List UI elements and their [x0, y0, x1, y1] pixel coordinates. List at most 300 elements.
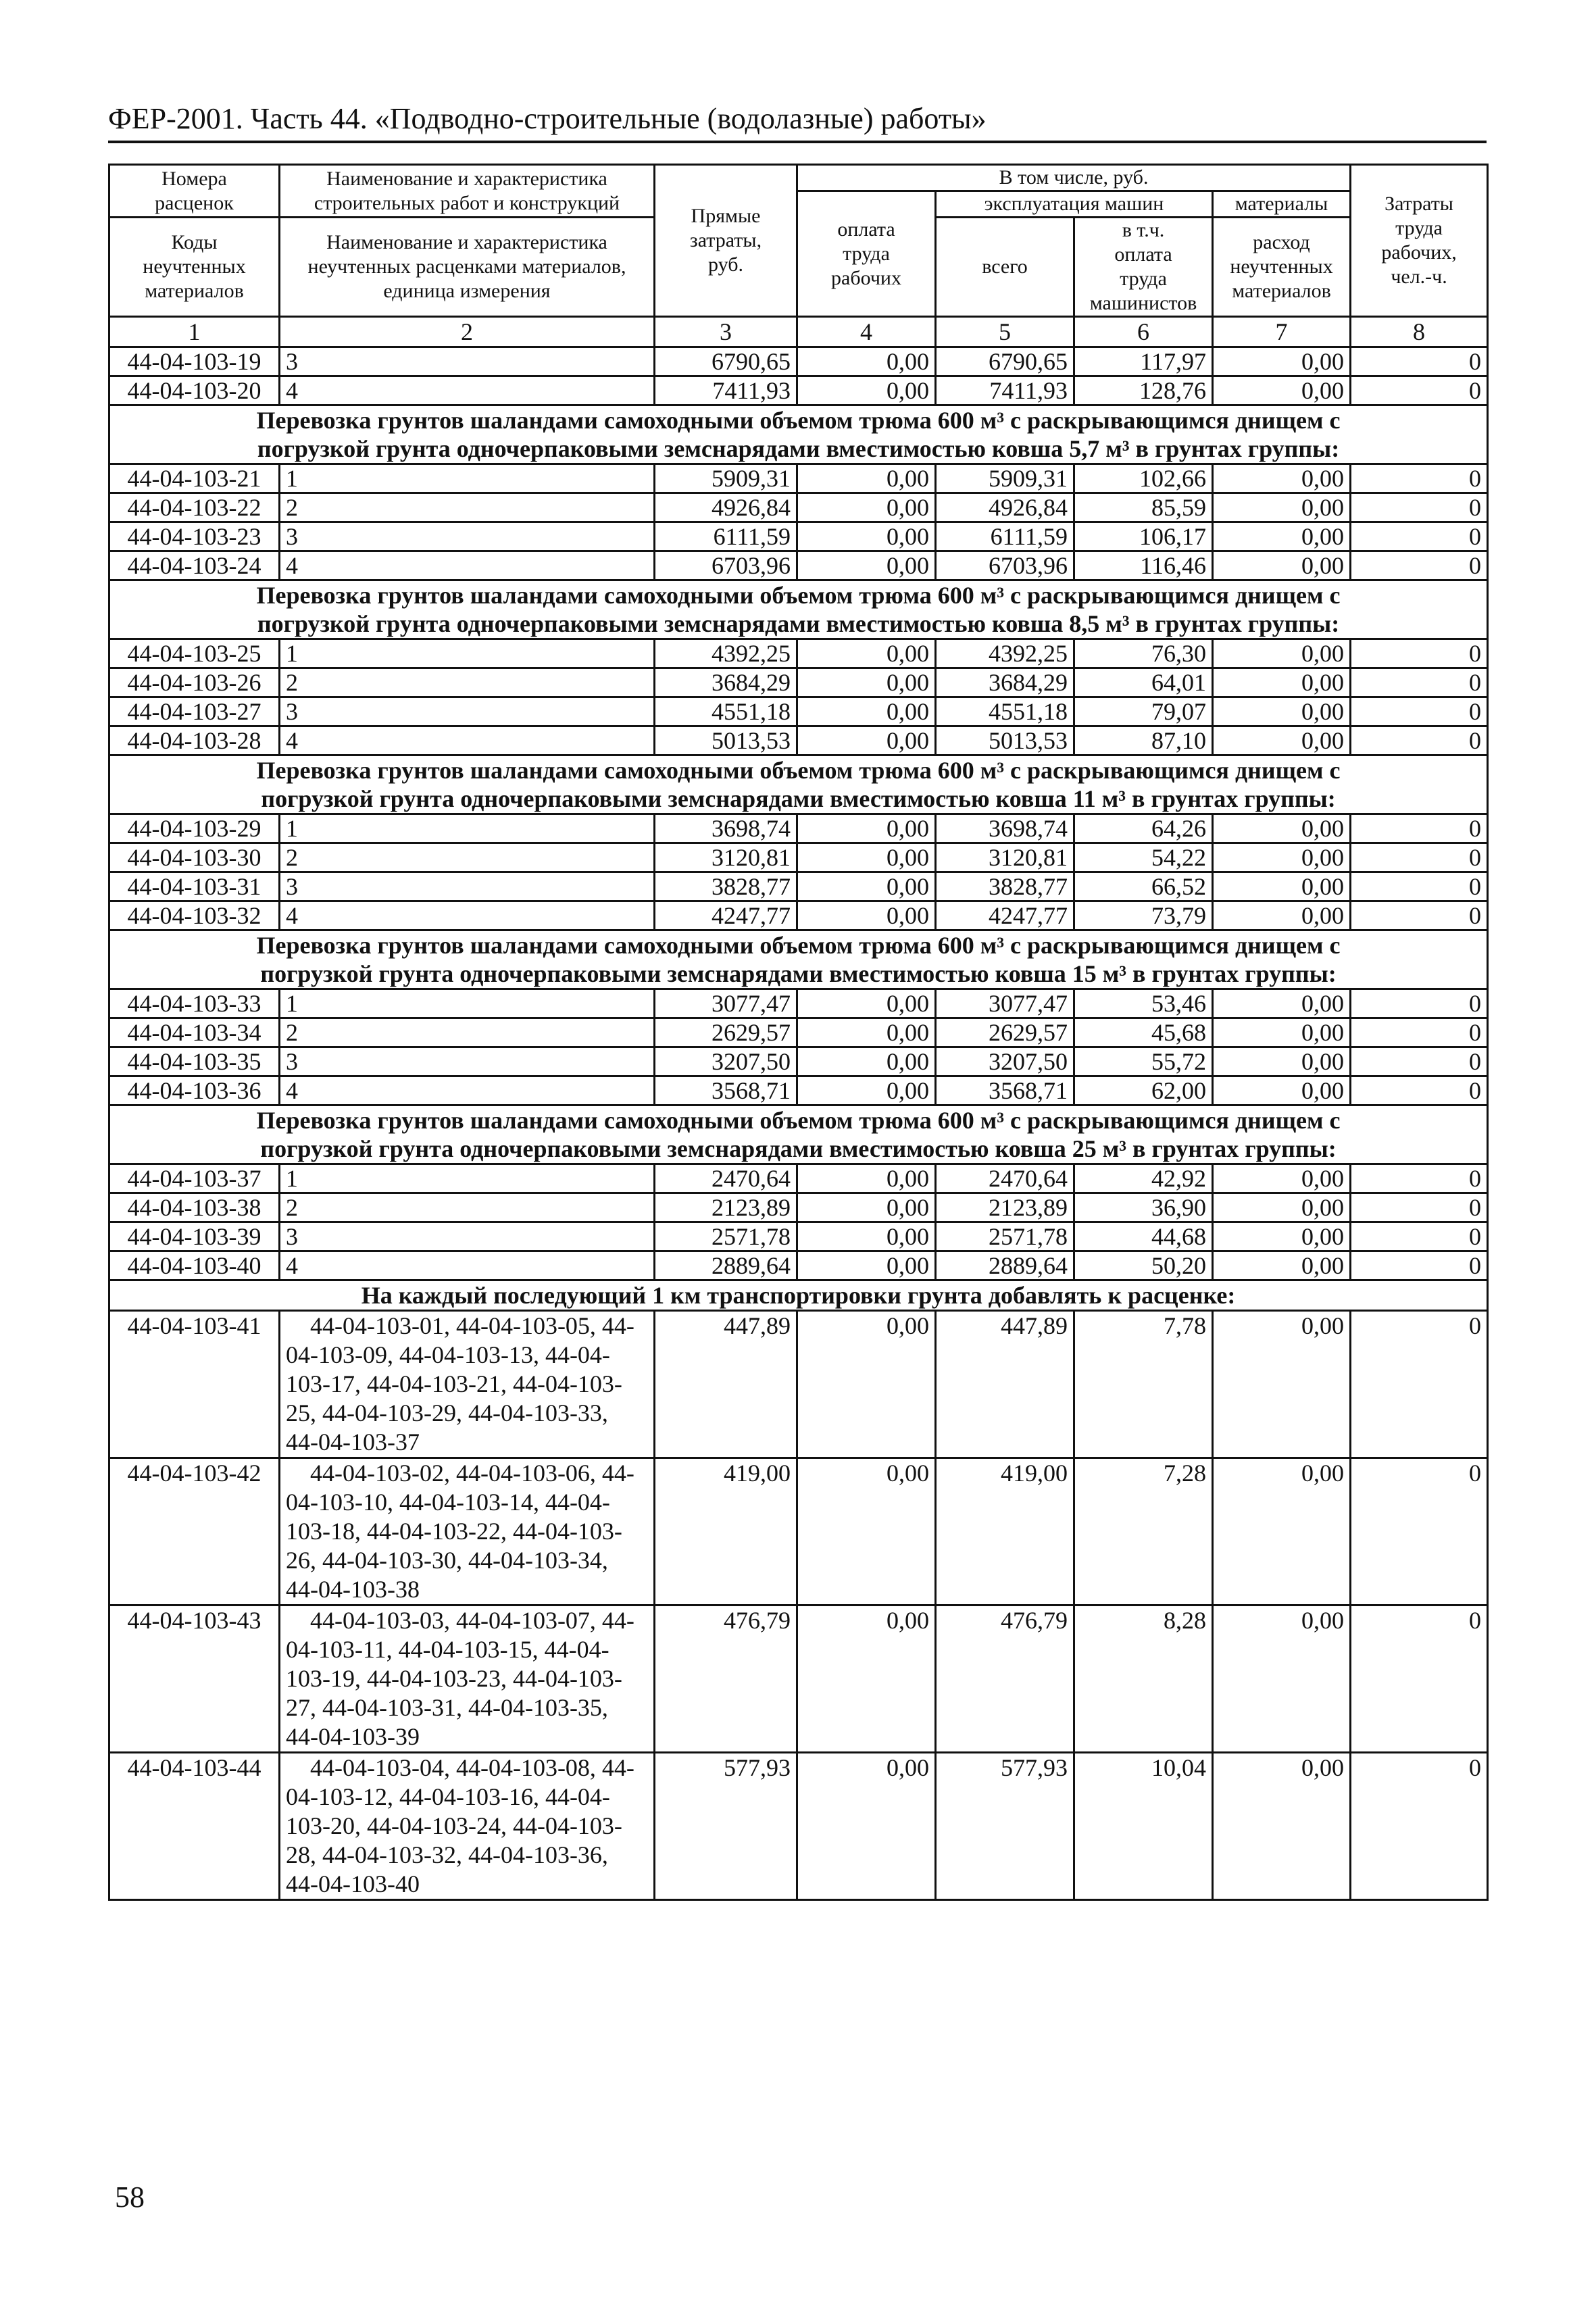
operator-pay-cell: 128,76	[1074, 376, 1213, 405]
section-title-line: Перевозка грунтов шаландами самоходными объемом трюма 600 м³ с раскрывающимся днищем с	[256, 407, 1341, 434]
operator-pay-cell: 7,78	[1074, 1311, 1213, 1458]
operator-pay-cell: 87,10	[1074, 726, 1213, 755]
worker-pay-cell: 0,00	[797, 1076, 936, 1105]
table-row	[109, 1222, 1488, 1251]
materials-cell: 0,00	[1213, 493, 1351, 522]
direct-cost-cell: 447,89	[655, 1311, 797, 1458]
materials-cell: 0,00	[1213, 872, 1351, 901]
section-title-row	[109, 405, 1488, 464]
column-number-8: 8	[1351, 317, 1488, 347]
table-row	[109, 1076, 1488, 1105]
item-cell: 2	[280, 843, 655, 872]
item-cell: 2	[280, 493, 655, 522]
base-rates-line: 44-04-103-39	[286, 1723, 420, 1750]
table-row	[109, 1753, 1488, 1900]
direct-cost-cell: 3568,71	[655, 1076, 797, 1105]
operator-pay-cell: 50,20	[1074, 1251, 1213, 1280]
labor-hours-cell: 0	[1351, 493, 1488, 522]
materials-cell: 0,00	[1213, 1076, 1351, 1105]
item-cell: 4	[280, 1251, 655, 1280]
operator-pay-cell: 62,00	[1074, 1076, 1213, 1105]
machines-total-cell: 4392,25	[936, 639, 1074, 668]
operator-pay-cell: 106,17	[1074, 522, 1213, 551]
col-header-machines-total: всего	[936, 218, 1074, 317]
rate-code-cell: 44-04-103-27	[109, 697, 280, 726]
labor-hours-cell: 0	[1351, 697, 1488, 726]
base-rates-line: 44-04-103-37	[286, 1428, 420, 1455]
worker-pay-cell: 0,00	[797, 726, 936, 755]
rate-code-cell: 44-04-103-33	[109, 989, 280, 1018]
table-row	[109, 1047, 1488, 1076]
rate-code-cell: 44-04-103-20	[109, 376, 280, 405]
worker-pay-cell: 0,00	[797, 376, 936, 405]
labor-hours-cell: 0	[1351, 1605, 1488, 1753]
col-header-operator-pay: в т.ч. оплата труда машинистов	[1074, 218, 1213, 317]
table-row	[109, 989, 1488, 1018]
item-cell: 3	[280, 872, 655, 901]
item-cell: 3	[280, 1047, 655, 1076]
labor-hours-cell: 0	[1351, 1076, 1488, 1105]
materials-cell: 0,00	[1213, 1222, 1351, 1251]
materials-cell: 0,00	[1213, 726, 1351, 755]
direct-cost-cell: 5909,31	[655, 464, 797, 493]
col-header-work-name: Наименование и характеристика строительных работ и конструкций	[280, 165, 655, 218]
item-cell: 1	[280, 989, 655, 1018]
base-rates-cell	[280, 1605, 655, 1753]
base-rates-line: 103-19, 44-04-103-23, 44-04-103-	[286, 1665, 622, 1692]
labor-hours-cell: 0	[1351, 1458, 1488, 1605]
direct-cost-cell: 3077,47	[655, 989, 797, 1018]
rate-code-cell: 44-04-103-39	[109, 1222, 280, 1251]
item-cell: 1	[280, 464, 655, 493]
materials-cell: 0,00	[1213, 1164, 1351, 1193]
rate-code-cell: 44-04-103-24	[109, 551, 280, 580]
operator-pay-cell: 66,52	[1074, 872, 1213, 901]
labor-hours-cell: 0	[1351, 1311, 1488, 1458]
base-rates-line: 103-18, 44-04-103-22, 44-04-103-	[286, 1518, 622, 1545]
machines-total-cell: 4926,84	[936, 493, 1074, 522]
base-rates-line: 25, 44-04-103-29, 44-04-103-33,	[286, 1399, 608, 1426]
table-row	[109, 347, 1488, 376]
section-title-row	[109, 930, 1488, 989]
operator-pay-cell: 45,68	[1074, 1018, 1213, 1047]
materials-cell: 0,00	[1213, 843, 1351, 872]
header-rule	[108, 141, 1487, 143]
table-row	[109, 1458, 1488, 1605]
worker-pay-cell: 0,00	[797, 1047, 936, 1076]
rate-code-cell: 44-04-103-21	[109, 464, 280, 493]
worker-pay-cell: 0,00	[797, 639, 936, 668]
section-title-row	[109, 1280, 1488, 1311]
table-row	[109, 464, 1488, 493]
worker-pay-cell: 0,00	[797, 843, 936, 872]
col-header-labor-hours: Затраты труда рабочих, чел.-ч.	[1351, 165, 1488, 317]
rate-code-cell: 44-04-103-42	[109, 1458, 280, 1605]
machines-total-cell: 3207,50	[936, 1047, 1074, 1076]
worker-pay-cell: 0,00	[797, 697, 936, 726]
labor-hours-cell: 0	[1351, 551, 1488, 580]
direct-cost-cell: 6790,65	[655, 347, 797, 376]
col-header-including: В том числе, руб.	[797, 165, 1351, 191]
labor-hours-cell: 0	[1351, 1047, 1488, 1076]
table-row	[109, 1251, 1488, 1280]
section-title	[109, 1105, 1488, 1164]
machines-total-cell: 4551,18	[936, 697, 1074, 726]
labor-hours-cell: 0	[1351, 1222, 1488, 1251]
machines-total-cell: 2123,89	[936, 1193, 1074, 1222]
base-rates-line: 04-103-12, 44-04-103-16, 44-04-	[286, 1783, 610, 1810]
operator-pay-cell: 44,68	[1074, 1222, 1213, 1251]
machines-total-cell: 6790,65	[936, 347, 1074, 376]
worker-pay-cell: 0,00	[797, 1753, 936, 1900]
machines-total-cell: 476,79	[936, 1605, 1074, 1753]
worker-pay-cell: 0,00	[797, 872, 936, 901]
worker-pay-cell: 0,00	[797, 464, 936, 493]
item-cell: 1	[280, 814, 655, 843]
operator-pay-cell: 116,46	[1074, 551, 1213, 580]
materials-cell: 0,00	[1213, 1193, 1351, 1222]
operator-pay-cell: 42,92	[1074, 1164, 1213, 1193]
materials-cell: 0,00	[1213, 1311, 1351, 1458]
section-title-line: погрузкой грунта одночерпаковыми земснарядами вместимостью ковша 15 м³ в грунтах группы:	[260, 960, 1337, 987]
labor-hours-cell: 0	[1351, 843, 1488, 872]
section-title-row	[109, 755, 1488, 814]
item-cell: 2	[280, 668, 655, 697]
base-rates-line: 27, 44-04-103-31, 44-04-103-35,	[286, 1694, 608, 1721]
materials-cell: 0,00	[1213, 551, 1351, 580]
direct-cost-cell: 2470,64	[655, 1164, 797, 1193]
operator-pay-cell: 73,79	[1074, 901, 1213, 930]
table-row	[109, 1193, 1488, 1222]
operator-pay-cell: 7,28	[1074, 1458, 1213, 1605]
labor-hours-cell: 0	[1351, 814, 1488, 843]
direct-cost-cell: 4247,77	[655, 901, 797, 930]
item-cell: 3	[280, 522, 655, 551]
materials-cell: 0,00	[1213, 347, 1351, 376]
item-cell: 4	[280, 376, 655, 405]
rate-code-cell: 44-04-103-36	[109, 1076, 280, 1105]
column-number-1: 1	[109, 317, 280, 347]
table-row	[109, 814, 1488, 843]
table-row	[109, 697, 1488, 726]
base-rates-line: 44-04-103-03, 44-04-103-07, 44-	[310, 1607, 634, 1634]
base-rates-line: 44-04-103-02, 44-04-103-06, 44-	[310, 1460, 634, 1487]
direct-cost-cell: 2889,64	[655, 1251, 797, 1280]
col-header-direct-costs: Прямые затраты, руб.	[655, 165, 797, 317]
base-rates-line: 04-103-10, 44-04-103-14, 44-04-	[286, 1489, 610, 1516]
operator-pay-cell: 8,28	[1074, 1605, 1213, 1753]
worker-pay-cell: 0,00	[797, 522, 936, 551]
base-rates-line: 04-103-11, 44-04-103-15, 44-04-	[286, 1636, 609, 1663]
worker-pay-cell: 0,00	[797, 347, 936, 376]
labor-hours-cell: 0	[1351, 1018, 1488, 1047]
section-title-line: Перевозка грунтов шаландами самоходными объемом трюма 600 м³ с раскрывающимся днищем с	[256, 932, 1341, 959]
base-rates-line: 44-04-103-38	[286, 1576, 420, 1603]
operator-pay-cell: 64,26	[1074, 814, 1213, 843]
rate-code-cell: 44-04-103-23	[109, 522, 280, 551]
item-cell: 1	[280, 1164, 655, 1193]
machines-total-cell: 6703,96	[936, 551, 1074, 580]
operator-pay-cell: 76,30	[1074, 639, 1213, 668]
item-cell: 2	[280, 1018, 655, 1047]
page-header-title: ФЕР-2001. Часть 44. «Подводно-строительные (водолазные) работы»	[108, 102, 987, 135]
section-title	[109, 930, 1488, 989]
labor-hours-cell: 0	[1351, 347, 1488, 376]
worker-pay-cell: 0,00	[797, 1605, 936, 1753]
table-row	[109, 522, 1488, 551]
worker-pay-cell: 0,00	[797, 1458, 936, 1605]
materials-cell: 0,00	[1213, 1251, 1351, 1280]
materials-cell: 0,00	[1213, 522, 1351, 551]
machines-total-cell: 4247,77	[936, 901, 1074, 930]
rate-code-cell: 44-04-103-31	[109, 872, 280, 901]
materials-cell: 0,00	[1213, 639, 1351, 668]
operator-pay-cell: 10,04	[1074, 1753, 1213, 1900]
materials-cell: 0,00	[1213, 1458, 1351, 1605]
labor-hours-cell: 0	[1351, 376, 1488, 405]
item-cell: 3	[280, 1222, 655, 1251]
direct-cost-cell: 5013,53	[655, 726, 797, 755]
base-rates-cell	[280, 1311, 655, 1458]
materials-cell: 0,00	[1213, 376, 1351, 405]
item-cell: 1	[280, 639, 655, 668]
machines-total-cell: 2571,78	[936, 1222, 1074, 1251]
direct-cost-cell: 577,93	[655, 1753, 797, 1900]
col-header-worker-pay: оплата труда рабочих	[797, 191, 936, 317]
table-row	[109, 726, 1488, 755]
materials-cell: 0,00	[1213, 1753, 1351, 1900]
rate-code-cell: 44-04-103-40	[109, 1251, 280, 1280]
base-rates-line: 44-04-103-01, 44-04-103-05, 44-	[310, 1312, 634, 1339]
base-rates-line: 28, 44-04-103-32, 44-04-103-36,	[286, 1841, 608, 1868]
table-row	[109, 1311, 1488, 1458]
col-header-materials: материалы	[1213, 191, 1351, 218]
machines-total-cell: 3828,77	[936, 872, 1074, 901]
materials-cell: 0,00	[1213, 668, 1351, 697]
rate-code-cell: 44-04-103-25	[109, 639, 280, 668]
rate-code-cell: 44-04-103-44	[109, 1753, 280, 1900]
worker-pay-cell: 0,00	[797, 989, 936, 1018]
machines-total-cell: 3684,29	[936, 668, 1074, 697]
materials-cell: 0,00	[1213, 1047, 1351, 1076]
base-rates-line: 26, 44-04-103-30, 44-04-103-34,	[286, 1547, 608, 1574]
table-row	[109, 1605, 1488, 1753]
operator-pay-cell: 54,22	[1074, 843, 1213, 872]
rate-code-cell: 44-04-103-41	[109, 1311, 280, 1458]
materials-cell: 0,00	[1213, 901, 1351, 930]
direct-cost-cell: 3207,50	[655, 1047, 797, 1076]
col-header-rate-numbers: Номера расценок	[109, 165, 280, 218]
base-rates-line: 103-20, 44-04-103-24, 44-04-103-	[286, 1812, 622, 1839]
col-header-material-use: расход неучтенных материалов	[1213, 218, 1351, 317]
labor-hours-cell: 0	[1351, 1164, 1488, 1193]
item-cell: 3	[280, 697, 655, 726]
labor-hours-cell: 0	[1351, 1753, 1488, 1900]
item-cell: 4	[280, 726, 655, 755]
labor-hours-cell: 0	[1351, 464, 1488, 493]
rates-table	[108, 164, 1489, 1901]
direct-cost-cell: 476,79	[655, 1605, 797, 1753]
worker-pay-cell: 0,00	[797, 1251, 936, 1280]
operator-pay-cell: 53,46	[1074, 989, 1213, 1018]
table-row	[109, 639, 1488, 668]
section-title-line: Перевозка грунтов шаландами самоходными объемом трюма 600 м³ с раскрывающимся днищем с	[256, 582, 1341, 609]
direct-cost-cell: 6703,96	[655, 551, 797, 580]
rate-code-cell: 44-04-103-32	[109, 901, 280, 930]
operator-pay-cell: 79,07	[1074, 697, 1213, 726]
rate-code-cell: 44-04-103-19	[109, 347, 280, 376]
worker-pay-cell: 0,00	[797, 814, 936, 843]
column-number-4: 4	[797, 317, 936, 347]
labor-hours-cell: 0	[1351, 639, 1488, 668]
rate-code-cell: 44-04-103-28	[109, 726, 280, 755]
column-number-6: 6	[1074, 317, 1213, 347]
section-title-row	[109, 1105, 1488, 1164]
base-rates-line: 44-04-103-40	[286, 1870, 420, 1897]
column-number-5: 5	[936, 317, 1074, 347]
table-row	[109, 376, 1488, 405]
machines-total-cell: 3698,74	[936, 814, 1074, 843]
labor-hours-cell: 0	[1351, 726, 1488, 755]
column-number-3: 3	[655, 317, 797, 347]
base-rates-cell	[280, 1753, 655, 1900]
materials-cell: 0,00	[1213, 989, 1351, 1018]
section-title-line: погрузкой грунта одночерпаковыми земснарядами вместимостью ковша 5,7 м³ в грунтах группы:	[257, 435, 1340, 462]
labor-hours-cell: 0	[1351, 989, 1488, 1018]
section-title	[109, 405, 1488, 464]
direct-cost-cell: 2629,57	[655, 1018, 797, 1047]
direct-cost-cell: 4392,25	[655, 639, 797, 668]
materials-cell: 0,00	[1213, 1605, 1351, 1753]
section-title-line: погрузкой грунта одночерпаковыми земснарядами вместимостью ковша 11 м³ в грунтах группы:	[261, 785, 1336, 812]
labor-hours-cell: 0	[1351, 668, 1488, 697]
machines-total-cell: 3120,81	[936, 843, 1074, 872]
materials-cell: 0,00	[1213, 464, 1351, 493]
column-number-2: 2	[280, 317, 655, 347]
section-title-line: Перевозка грунтов шаландами самоходными объемом трюма 600 м³ с раскрывающимся днищем с	[256, 1107, 1341, 1134]
direct-cost-cell: 2571,78	[655, 1222, 797, 1251]
table-row	[109, 551, 1488, 580]
rate-code-cell: 44-04-103-29	[109, 814, 280, 843]
worker-pay-cell: 0,00	[797, 1018, 936, 1047]
table-row	[109, 872, 1488, 901]
item-cell: 4	[280, 901, 655, 930]
table-row	[109, 493, 1488, 522]
machines-total-cell: 5013,53	[936, 726, 1074, 755]
item-cell: 3	[280, 347, 655, 376]
worker-pay-cell: 0,00	[797, 668, 936, 697]
materials-cell: 0,00	[1213, 697, 1351, 726]
operator-pay-cell: 64,01	[1074, 668, 1213, 697]
page-number: 58	[115, 2181, 145, 2214]
base-rates-line: 103-17, 44-04-103-21, 44-04-103-	[286, 1370, 622, 1397]
direct-cost-cell: 419,00	[655, 1458, 797, 1605]
section-title-line: Перевозка грунтов шаландами самоходными объемом трюма 600 м³ с раскрывающимся днищем с	[256, 757, 1341, 784]
col-header-material-name: Наименование и характеристика неучтенных расценками материалов, единица измерения	[280, 218, 655, 317]
labor-hours-cell: 0	[1351, 1193, 1488, 1222]
rate-code-cell: 44-04-103-26	[109, 668, 280, 697]
machines-total-cell: 5909,31	[936, 464, 1074, 493]
col-header-material-codes: Коды неучтенных материалов	[109, 218, 280, 317]
direct-cost-cell: 3828,77	[655, 872, 797, 901]
direct-cost-cell: 3698,74	[655, 814, 797, 843]
machines-total-cell: 7411,93	[936, 376, 1074, 405]
table-row	[109, 843, 1488, 872]
machines-total-cell: 2889,64	[936, 1251, 1074, 1280]
machines-total-cell: 419,00	[936, 1458, 1074, 1605]
worker-pay-cell: 0,00	[797, 551, 936, 580]
section-title-line: погрузкой грунта одночерпаковыми земснарядами вместимостью ковша 8,5 м³ в грунтах группы:	[257, 610, 1340, 637]
machines-total-cell: 2470,64	[936, 1164, 1074, 1193]
rate-code-cell: 44-04-103-38	[109, 1193, 280, 1222]
base-rates-line: 44-04-103-04, 44-04-103-08, 44-	[310, 1754, 634, 1781]
worker-pay-cell: 0,00	[797, 901, 936, 930]
rates-table-body	[109, 347, 1488, 1900]
labor-hours-cell: 0	[1351, 872, 1488, 901]
materials-cell: 0,00	[1213, 814, 1351, 843]
table-row	[109, 668, 1488, 697]
section-title	[109, 755, 1488, 814]
rate-code-cell: 44-04-103-37	[109, 1164, 280, 1193]
col-header-machines: эксплуатация машин	[936, 191, 1213, 218]
rate-code-cell: 44-04-103-35	[109, 1047, 280, 1076]
direct-cost-cell: 7411,93	[655, 376, 797, 405]
section-title-row	[109, 580, 1488, 639]
extra-section-title: На каждый последующий 1 км транспортировки грунта добавлять к расценке:	[109, 1280, 1488, 1311]
table-row	[109, 1164, 1488, 1193]
labor-hours-cell: 0	[1351, 901, 1488, 930]
rate-code-cell: 44-04-103-30	[109, 843, 280, 872]
operator-pay-cell: 85,59	[1074, 493, 1213, 522]
operator-pay-cell: 55,72	[1074, 1047, 1213, 1076]
table-row	[109, 1018, 1488, 1047]
direct-cost-cell: 2123,89	[655, 1193, 797, 1222]
section-title	[109, 580, 1488, 639]
rate-code-cell: 44-04-103-34	[109, 1018, 280, 1047]
worker-pay-cell: 0,00	[797, 1193, 936, 1222]
item-cell: 2	[280, 1193, 655, 1222]
worker-pay-cell: 0,00	[797, 1311, 936, 1458]
section-title-line: погрузкой грунта одночерпаковыми земснарядами вместимостью ковша 25 м³ в грунтах группы:	[260, 1135, 1337, 1162]
labor-hours-cell: 0	[1351, 1251, 1488, 1280]
direct-cost-cell: 6111,59	[655, 522, 797, 551]
direct-cost-cell: 3120,81	[655, 843, 797, 872]
direct-cost-cell: 3684,29	[655, 668, 797, 697]
machines-total-cell: 6111,59	[936, 522, 1074, 551]
worker-pay-cell: 0,00	[797, 493, 936, 522]
item-cell: 4	[280, 551, 655, 580]
column-numbers-row	[109, 317, 1488, 347]
operator-pay-cell: 117,97	[1074, 347, 1213, 376]
direct-cost-cell: 4926,84	[655, 493, 797, 522]
base-rates-line: 04-103-09, 44-04-103-13, 44-04-	[286, 1341, 610, 1368]
materials-cell: 0,00	[1213, 1018, 1351, 1047]
machines-total-cell: 3568,71	[936, 1076, 1074, 1105]
worker-pay-cell: 0,00	[797, 1164, 936, 1193]
base-rates-cell	[280, 1458, 655, 1605]
machines-total-cell: 3077,47	[936, 989, 1074, 1018]
machines-total-cell: 2629,57	[936, 1018, 1074, 1047]
column-number-7: 7	[1213, 317, 1351, 347]
worker-pay-cell: 0,00	[797, 1222, 936, 1251]
machines-total-cell: 447,89	[936, 1311, 1074, 1458]
table-row	[109, 901, 1488, 930]
operator-pay-cell: 36,90	[1074, 1193, 1213, 1222]
operator-pay-cell: 102,66	[1074, 464, 1213, 493]
rate-code-cell: 44-04-103-43	[109, 1605, 280, 1753]
direct-cost-cell: 4551,18	[655, 697, 797, 726]
machines-total-cell: 577,93	[936, 1753, 1074, 1900]
